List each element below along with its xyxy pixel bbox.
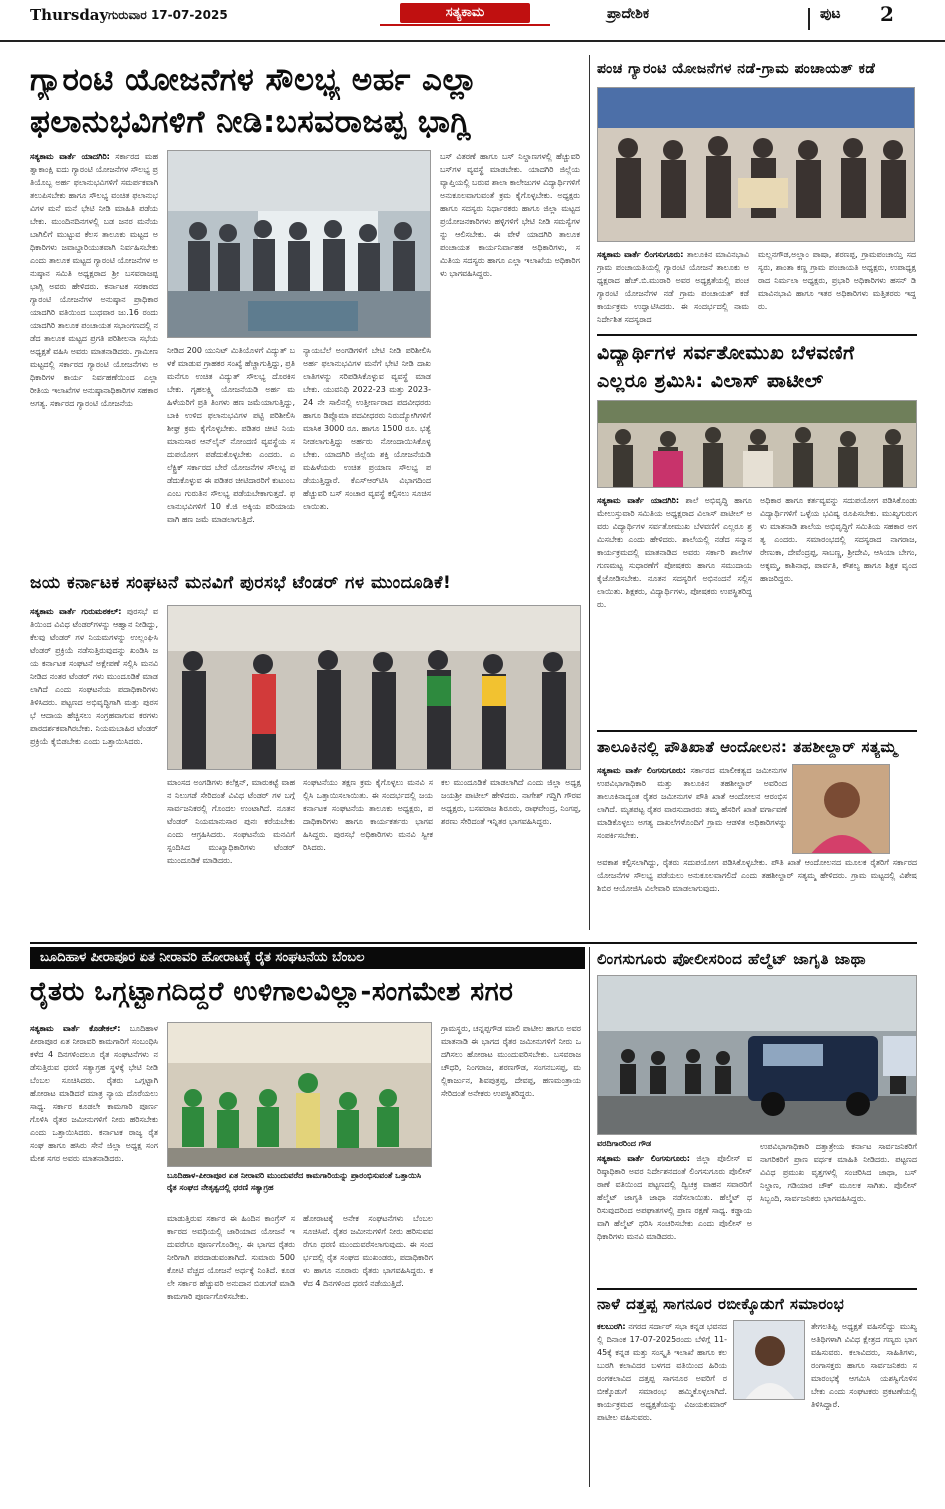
story1-photo	[167, 150, 431, 338]
header-divider	[808, 8, 810, 30]
story1-headline-line2: ಫಲಾನುಭವಿಗಳಿಗೆ ನೀಡಿ:ಬಸವರಾಜಪ್ಪ ಭಾಗ್ಲಿ	[30, 104, 472, 140]
story5-text-1: ಸರ್ಕಾರದ ಮಾಲೀಕತ್ವದ ಜಮೀನುಗಳ ಉಪವಿಭಾಗಾಧಿಕಾರಿ ಮತ್ತು ತಾಲೂಕಿನ ತಹಶೀಲ್ದಾರ್ ಅವರಿಂದ ತಾಲೂಕಿನಾದ್ಯಂತ ರೈತರ ಜಮೀನುಗಳ ಪೌತಿ ಖಾತೆ ಆಂದೋಲನ ಆರಂಭಿಸಲಾಗಿದೆ. ಮೃತಪಟ್ಟ ರೈತರ ವಾರಸುದಾರರು ತಮ್ಮ ಹೆಸರಿಗೆ ಖಾತೆ ವರ್ಗಾವಣೆ ಮಾಡಿಕೊಳ್ಳಲು ಅಗತ್ಯ ದಾಖಲೆಗಳೊಂದಿಗೆ ಗ್ರಾಮ ಆಡಳಿತ ಅಧಿಕಾರಿಗಳನ್ನು ಸಂಪರ್ಕಿಸಬೇಕು.	[597, 766, 787, 840]
story3-photo-image	[598, 401, 917, 488]
section-divider	[597, 1288, 917, 1290]
story5-headline: ತಾಲೂಕಿನಲ್ಲಿ ಪೌತಿಖಾತೆ ಆಂದೋಲನ: ತಹಶೀಲ್ದಾರ್ ಸತ್ಯಮ್ಮ	[597, 738, 898, 756]
story1-text-1: ಸರ್ಕಾರದ ಮಹತ್ವಾಕಾಂಕ್ಷಿ ಐದು ಗ್ಯಾರಂಟಿ ಯೋಜನೆಗಳ ಸೌಲಭ್ಯ ಪ್ರತಿಯೊಬ್ಬ ಅರ್ಹ ಫಲಾನುಭವಿಗಳಿಗೆ ಸಮರ್ಪಕವಾಗಿ ತಲುಪಿಸಬೇಕು ಹಾಗೂ ಸೌಲಭ್ಯ ವಂಚಿತ ಫಲಾನುಭವಿಗಳ ಮನೆ ಮನೆ ಭೇಟಿ ನೀಡಿ ಮಾಹಿತಿ ಪಡೆಯಬೇಕು. ಮುಂದಿನದಿನಗಳಲ್ಲಿ ಬಡ ಜನರ ಮನೆಯ ಬಾಗಿಲಿಗೆ ಮುಟ್ಟುವ ಕೆಲಸ ತಾಲೂಕು ಮಟ್ಟದ ಅಧಿಕಾರಿಗಳು ಜವಾಬ್ದಾರಿಯುತವಾಗಿ ನಿರ್ವಹಿಸಬೇಕು ಎಂದು ತಾಲೂಕ ಮಟ್ಟದ ಗ್ಯಾರಂಟಿ ಯೋಜನೆಗಳ ಅನುಷ್ಠಾನ ಸಮಿತಿ ಅಧ್ಯಕ್ಷರಾದ ಶ್ರೀ ಬಸವರಾಜಪ್ಪ ಭಾಗ್ಲಿ ಅವರು ಹೇಳಿದರು. ಕರ್ನಾಟಕ ಸರಕಾರದ ಗ್ಯಾರಂಟಿ ಯೋಜನೆಗಳ ಅನುಷ್ಠಾನ ಪ್ರಾಧಿಕಾರ ಯಾದಗಿರಿ ವತಿಯಿಂದ ಬುಧವಾರ ಜು.16 ರಂದು ಯಾದಗಿರಿ ತಾಲೂಕ ಪಂಚಾಯತ ಸಭಾಂಗಣದಲ್ಲಿ ನಡೆದ ತಾಲೂಕ ಮಟ್ಟದ ಪ್ರಗತಿ ಪರಿಶೀಲನಾ ಸಭೆಯ ಅಧ್ಯಕ್ಷತೆ ವಹಿಸಿ ಅವರು ಮಾತನಾಡಿದರು. ಗ್ರಾಮೀಣ ಮಟ್ಟದಲ್ಲಿ ಸರ್ಕಾರದ ಗ್ಯಾರಂಟಿ ಯೋಜನೆಗಳು ಅಧಿಕಾರಿಗಳ ಕಾರ್ಯ ನಿರ್ವಹಣೆಯಿಂದ ಎಲ್ಲಾ ರೀತಿಯ ಇಲಾಖೆಗಳ ಅನುಷ್ಠಾನಾಧಿಕಾರಿಗಳ ಸಹಕಾರ ಅಗತ್ಯ. ಸರ್ಕಾರದ ಗ್ಯಾರಂಟಿ ಯೋಜನೆಯ	[30, 152, 158, 408]
story7-photo-image	[598, 976, 917, 1135]
story1-text-2: ನೀಡಿದ 200 ಯುನಿಟ್ ಮಿತಿಯೊಳಗೆ ವಿದ್ಯುತ್ ಬಳಕೆ ಮಾಡುವ ಗ್ರಾಹಕರ ಸಂಖ್ಯೆ ಹೆಚ್ಚಾಗುತ್ತಿದ್ದು, ಪ್ರತಿ ಮನೆಗೂ ಉಚಿತ ವಿದ್ಯುತ್ ಸೌಲಭ್ಯ ದೊರಕಿಸಬೇಕು. ಗೃಹಲಕ್ಷ್ಮಿ ಯೋಜನೆಯಡಿ ಅರ್ಹ ಮಹಿಳೆಯರಿಗೆ ಪ್ರತಿ ತಿಂಗಳು ಹಣ ಜಮೆಯಾಗುತ್ತಿದ್ದು, ಬಾಕಿ ಉಳಿದ ಫಲಾನುಭವಿಗಳ ಪಟ್ಟಿ ಪರಿಶೀಲಿಸಿ ಶೀಘ್ರ ಕ್ರಮ ಕೈಗೊಳ್ಳಬೇಕು. ಪಡಿತರ ಚೀಟಿ ನಿಯಮಾನುಸಾರ ಆನ್‌ಲೈನ್ ನೋಂದಣಿ ವ್ಯವಸ್ಥೆಯ ಸದುಪಯೋಗ ಪಡೆದುಕೊಳ್ಳಬೇಕು ಎಂದರು. ಎಲೆಕ್ಟ್ರಿಕ್ ಸರ್ಕಾರದ ಬೇರೆ ಯೋಜನೆಗಳ ಸೌಲಭ್ಯ ಪಡೆದುಕೊಳ್ಳುವ ಈ ಪಡಿತರ ಚೀಟಿದಾರರಿಗೆ ಕುಟುಂಬ ಎಂಬ ಗುರುತಿನ ಸೌಲಭ್ಯ ಪಡೆಯಬೇಕಾಗುತ್ತದೆ. ಫಲಾನುಭವಿಗಳಿಗೆ 10 ಕೆ.ಜಿ ಅಕ್ಕಿಯ ಪರಿಯಾಯವಾಗಿ ಹಣ ಜಮೆ ಮಾಡಲಾಗುತ್ತಿದೆ.	[167, 346, 295, 524]
header-date: ಗುರುವಾರ 17-07-2025	[108, 8, 228, 22]
story2-photo-image	[598, 88, 915, 242]
story6-column-2	[167, 1212, 295, 1484]
masthead-brand: ಸತ್ಯಕಾಮ	[400, 3, 530, 23]
story4-column-3	[303, 776, 433, 936]
story2-headline: ಪಂಚ ಗ್ಯಾರಂಟಿ ಯೋಜನೆಗಳ ನಡೆ-ಗ್ರಾಮ ಪಂಚಾಯತ್ ಕಡೆ	[597, 61, 876, 77]
story1-column-2	[167, 344, 295, 560]
story1-photo-image	[168, 151, 431, 338]
story5-portrait	[792, 764, 890, 854]
story6-text-3: ಹೋರಾಟಕ್ಕೆ ಅನೇಕ ಸಂಘಟನೆಗಳು ಬೆಂಬಲ ಸೂಚಿಸಿವೆ. ರೈತರ ಜಮೀನುಗಳಿಗೆ ನೀರು ಹರಿಸುವವರೆಗೂ ಧರಣಿ ಮುಂದುವರೆಸಲಾಗುವುದು. ಈ ಸಂದರ್ಭದಲ್ಲಿ ರೈತ ಸಂಘದ ಮುಖಂಡರು, ಪದಾಧಿಕಾರಿಗಳು ಹಾಗೂ ನೂರಾರು ರೈತರು ಭಾಗವಹಿಸಿದ್ದರು. ಕಳೆದ 4 ದಿನಗಳಿಂದ ಧರಣಿ ನಡೆಯುತ್ತಿದೆ.	[303, 1214, 433, 1288]
story1-text-4: ಬಸ್ ವಿತರಣೆ ಹಾಗೂ ಬಸ್ ನಿಲ್ದಾಣಗಳಲ್ಲಿ ಹೆಚ್ಚುವರಿ ಬಸ್‌ಗಳ ವ್ಯವಸ್ಥೆ ಮಾಡಬೇಕು. ಯಾದಗಿರಿ ಜಿಲ್ಲೆಯ ವ್ಯಾಪ್ತಿಯಲ್ಲಿ ಬರುವ ಶಾಲಾ ಕಾಲೇಜುಗಳ ವಿದ್ಯಾರ್ಥಿಗಳಿಗೆ ಅನುಕೂಲವಾಗುವಂತೆ ಕ್ರಮ ಕೈಗೊಳ್ಳಬೇಕು. ಅಧ್ಯಕ್ಷರು ಹಾಗೂ ಸದಸ್ಯರು ನಿರ್ಧಾರಕರು ಹಾಗೂ ಜಿಲ್ಲಾ ಮಟ್ಟದ ಪ್ರಯೋಜನಕಾರಿಗಳು ಹಳ್ಳಿಗಳಿಗೆ ಭೇಟಿ ನೀಡಿ ಸಮಸ್ಯೆಗಳನ್ನು ಆಲಿಸಬೇಕು. ಈ ವೇಳೆ ಯಾದಗಿರಿ ತಾಲೂಕ ಪಂಚಾಯತ ಕಾರ್ಯನಿರ್ವಾಹಕ ಅಧಿಕಾರಿಗಳು, ಸಮಿತಿಯ ಸದಸ್ಯರು ಹಾಗೂ ಎಲ್ಲಾ ಇಲಾಖೆಯ ಅಧಿಕಾರಿಗಳು ಭಾಗವಹಿಸಿದ್ದರು.	[440, 152, 580, 278]
story1-text-3: ನ್ಯಾಯಬೆಲೆ ಅಂಗಡಿಗಳಿಗೆ ಬೇಟಿ ನೀಡಿ ಪರಿಶೀಲಿಸಿ ಅರ್ಹ ಫಲಾನುಭವಿಗಳ ಮನೆಗೆ ಭೇಟಿ ನೀಡಿ ದಾಖಲಾತಿಗಳನ್ನು ಸರಿಪಡಿಸಿಕೊಳ್ಳುವ ವ್ಯವಸ್ಥೆ ಮಾಡಬೇಕು. ಯುವನಿಧಿ 2022-23 ಮತ್ತು 2023-24 ನೇ ಸಾಲಿನಲ್ಲಿ ಉತ್ತೀರ್ಣರಾದ ಪದವೀಧರರು ಹಾಗೂ ಡಿಪ್ಲೊಮಾ ಪದವೀಧರರು ನಿರುದ್ಯೋಗಿಗಳಿಗೆ ಮಾಸಿಕ 3000 ರೂ. ಹಾಗೂ 1500 ರೂ. ಭತ್ಯೆ ನೀಡಲಾಗುತ್ತಿದ್ದು ಅರ್ಹರು ನೋಂದಾಯಿಸಿಕೊಳ್ಳಬೇಕು. ಯಾದಗಿರಿ ಜಿಲ್ಲೆಯ ಶಕ್ತಿ ಯೋಜನೆಯಡಿ ಮಹಿಳೆಯರು ಉಚಿತ ಪ್ರಯಾಣ ಸೌಲಭ್ಯ ಪಡೆಯುತ್ತಿದ್ದಾರೆ. ಕೆಎಸ್‌ಆರ್‌ಟಿಸಿ ವಿಭಾಗದಿಂದ ಹೆಚ್ಚುವರಿ ಬಸ್ ಸಂಚಾರ ವ್ಯವಸ್ಥೆ ಕಲ್ಪಿಸಲು ಸೂಚಿಸಲಾಯಿತು.	[303, 346, 431, 511]
story2-column-2	[758, 248, 916, 328]
section-divider	[30, 942, 917, 944]
story5-dateline: ಸತ್ಯಕಾಮ ವಾರ್ತೆ ಲಿಂಗಸುಗೂರು:	[597, 766, 686, 775]
story4-text-3: ಸಂಘಟನೆಯು ತಕ್ಷಣ ಕ್ರಮ ಕೈಗೊಳ್ಳಲು ಮನವಿ ಸಲ್ಲಿಸಿ ಒತ್ತಾಯಿಸಲಾಯಿತು. ಈ ಸಂದರ್ಭದಲ್ಲಿ ಜಯ ಕರ್ನಾಟಕ ಸಂಘಟನೆಯ ತಾಲೂಕು ಅಧ್ಯಕ್ಷರು, ಪದಾಧಿಕಾರಿಗಳು ಹಾಗೂ ಕಾರ್ಯಕರ್ತರು ಭಾಗವಹಿಸಿದ್ದರು. ಪುರಸಭೆ ಅಧಿಕಾರಿಗಳು ಮನವಿ ಸ್ವೀಕರಿಸಿದರು.	[303, 778, 433, 852]
story8-headline: ನಾಳೆ ದತ್ತಪ್ಪ ಸಾಗನೂರ ರಬೀಕ್ಕೊಡುಗೆ ಸಮಾರಂಭ	[597, 1295, 845, 1313]
story7-column-1	[597, 1152, 752, 1280]
story4-text-4: ಕಲ ಮುಂದೂಡಿಕೆ ಮಾಡಲಾಗಿದೆ ಎಂದು ಜಿಲ್ಲಾ ಅಧ್ಯಕ್ಷ ಜಯಶ್ರೀ ಪಾಟೀಲ್ ಹೇಳಿದರು. ನಾಗೇಶ್ ಗದ್ದಿಗಿ ಗೌರವ ಅಧ್ಯಕ್ಷರು, ಬಸವರಾಜ ಶಿರೂರು, ರಾಘವೇಂದ್ರ, ನಿಂಗಪ್ಪ, ಶರಣು ಸೇರಿದಂತೆ ಇನ್ನಿತರ ಭಾಗವಹಿಸಿದ್ದರು.	[441, 778, 581, 826]
story2-dateline: ಸತ್ಯಕಾಮ ವಾರ್ತೆ ಲಿಂಗಸುಗೂರು:	[597, 250, 684, 259]
story5-column-2	[597, 856, 917, 926]
story4-photo	[167, 605, 581, 770]
header-section: ಪ್ರಾದೇಶಿಕ	[607, 6, 650, 22]
story8-column-2	[811, 1320, 917, 1484]
story8-portrait	[733, 1320, 805, 1400]
story5-text-2: ಅವಕಾಶ ಕಲ್ಪಿಸಲಾಗಿದ್ದು, ರೈತರು ಸದುಪಯೋಗ ಪಡಿಸಿಕೊಳ್ಳಬೇಕು. ಪೌತಿ ಖಾತೆ ಆಂದೋಲನದ ಮೂಲಕ ರೈತರಿಗೆ ಸರ್ಕಾರದ ಯೋಜನೆಗಳ ಸೌಲಭ್ಯ ಪಡೆಯಲು ಅನುಕೂಲವಾಗಲಿದೆ ಎಂದು ತಹಶೀಲ್ದಾರ್ ಸತ್ಯಮ್ಮ ಹೇಳಿದರು. ಗ್ರಾಮ ಮಟ್ಟದಲ್ಲಿ ವಿಶೇಷ ಶಿಬಿರ ಆಯೋಜಿಸಿ ವಿಲೇವಾರಿ ಮಾಡಲಾಗುವುದು.	[597, 858, 917, 893]
story6-column-4	[441, 1022, 581, 1484]
story4-headline: ಜಯ ಕರ್ನಾಟಕ ಸಂಘಟನೆ ಮನವಿಗೆ ಪುರಸಭೆ ಟೆಂಡರ್ ಗಳ ಮುಂದೂಡಿಕೆ!	[30, 573, 452, 593]
column-divider	[589, 947, 590, 1487]
story6-column-1	[30, 1022, 158, 1484]
story7-dateline: ಸತ್ಯಕಾಮ ವಾರ್ತೆ ಲಿಂಗಸುಗೂರು:	[597, 1154, 690, 1163]
story4-column-4	[441, 776, 581, 936]
story3-photo	[597, 400, 917, 488]
story1-headline-line1: ಗ್ಯಾರಂಟಿ ಯೋಜನೆಗಳ ಸೌಲಭ್ಯ ಅರ್ಹ ಎಲ್ಲಾ	[30, 62, 478, 98]
header-page-number: 2	[880, 2, 894, 26]
story6-kicker: ಬೂದಿಹಾಳ ಪೀರಾಪೂರ ಏತ ನೀರಾವರಿ ಹೋರಾಟಕ್ಕೆ ರೈತ ಸಂಘಟನೆಯ ಬೆಂಬಲ	[30, 947, 585, 969]
story2-column-1	[597, 248, 749, 328]
story7-text-1: ಜಿಲ್ಲಾ ಪೊಲೀಸ್ ವರಿಷ್ಠಾಧಿಕಾರಿ ಅವರ ನಿರ್ದೇಶನದಂತೆ ಲಿಂಗಸುಗೂರು ಪೊಲೀಸ್ ಠಾಣೆ ವತಿಯಿಂದ ಪಟ್ಟಣದಲ್ಲಿ ದ್ವಿಚಕ್ರ ವಾಹನ ಸವಾರರಿಗೆ ಹೆಲ್ಮೆಟ್ ಜಾಗೃತಿ ಜಾಥಾ ನಡೆಸಲಾಯಿತು. ಹೆಲ್ಮೆಟ್ ಧರಿಸುವುದರಿಂದ ಅಪಘಾತಗಳಲ್ಲಿ ಪ್ರಾಣ ರಕ್ಷಣೆ ಸಾಧ್ಯ. ಕಡ್ಡಾಯವಾಗಿ ಹೆಲ್ಮೆಟ್ ಧರಿಸಿ ಸಂಚರಿಸಬೇಕು ಎಂದು ಪೊಲೀಸ್ ಅಧಿಕಾರಿಗಳು ಮನವಿ ಮಾಡಿದರು.	[597, 1154, 752, 1241]
story6-photo-image	[168, 1023, 432, 1167]
story2-text-2: ಮಲ್ಲನಗೌಡ,ಅಲ್ಲಾಂ ಪಾಷಾ, ಶರಣಪ್ಪ, ಗ್ರಾಮಪಂಚಾಯ್ತಿ ಸದಸ್ಯರು, ಶಾಂತಾ ಕಣ್ಣ ಗ್ರಾಮ ಪಂಚಾಯತಿ ಅಧ್ಯಕ್ಷರು, ಉಪಾಧ್ಯಕ್ಷರಾದ ನಿರ್ಮಲಾ ಅಧ್ಯಕ್ಷರು, ಪ್ರಭಾರಿ ಅಧಿಕಾರಿಗಳು ಹಸನ್ ಡಿ ಮಾವಿನಭಾವಿ ಹಾಗೂ ಇತರ ಅಧಿಕಾರಿಗಳು ಮತ್ತಿತರರು ಇದ್ದರು.	[758, 250, 916, 311]
story4-dateline: ಸತ್ಯಕಾಮ ವಾರ್ತೆ ಗುರುಮಠಕಲ್:	[30, 607, 122, 616]
section-divider	[597, 334, 917, 336]
story6-photo	[167, 1022, 432, 1167]
story8-text-2: ತೇಗಲತಿಪ್ಪಿ ಅಧ್ಯಕ್ಷತೆ ವಹಿಸಲಿದ್ದು ಮುಖ್ಯ ಅತಿಥಿಗಳಾಗಿ ವಿವಿಧ ಕ್ಷೇತ್ರದ ಗಣ್ಯರು ಭಾಗವಹಿಸುವರು. ಕಲಾವಿದರು, ಸಾಹಿತಿಗಳು, ರಂಗಾಸಕ್ತರು ಹಾಗೂ ಸಾರ್ವಜನಿಕರು ಸಮಾರಂಭಕ್ಕೆ ಆಗಮಿಸಿ ಯಶಸ್ವಿಗೊಳಿಸಬೇಕು ಎಂದು ಸಂಘಟಕರು ಪ್ರಕಟಣೆಯಲ್ಲಿ ತಿಳಿಸಿದ್ದಾರೆ.	[811, 1322, 917, 1409]
story8-text-1: ನಗರದ ಸರ್ದಾರ್ ಸಭಾ ಕನ್ನಡ ಭವನದಲ್ಲಿ ದಿನಾಂಕ 17-07-2025ರಂದು ಬೆಳಿಗ್ಗೆ 11-45ಕ್ಕೆ ಕನ್ನಡ ಮತ್ತು ಸಂಸ್ಕೃತಿ ಇಲಾಖೆ ಹಾಗೂ ಕಲಬುರಗಿ ಕಲಾವಿದರ ಬಳಗದ ವತಿಯಿಂದ ಹಿರಿಯ ರಂಗಕಲಾವಿದ ದತ್ತಪ್ಪ ಸಾಗನೂರ ಅವರಿಗೆ ರಬೀಕ್ಕೊಡುಗೆ ಸಮಾರಂಭ ಹಮ್ಮಿಕೊಳ್ಳಲಾಗಿದೆ. ಕಾರ್ಯಕ್ರಮದ ಅಧ್ಯಕ್ಷತೆಯನ್ನು ವಿಜಯಕುಮಾರ್ ಪಾಟೀಲ ವಹಿಸುವರು.	[597, 1322, 727, 1422]
story8-column-1	[597, 1320, 727, 1484]
story4-photo-image	[168, 606, 581, 770]
story5-portrait-image	[793, 765, 890, 854]
story6-text-4: ಗ್ರಾಮಸ್ಥರು, ಚನ್ನಪ್ಪಗೌಡ ಮಾಲಿ ಪಾಟೀಲ ಹಾಗೂ ಅವರ ಮಾತನಾಡಿ ಈ ಭಾಗದ ರೈತರ ಜಮೀನುಗಳಿಗೆ ನೀರು ಒದಗಿಸಲು ಹೋರಾಟ ಮುಂದುವರಿಸಬೇಕು. ಬಸವರಾಜ ಚೌಧರಿ, ನಿಂಗರಾಜ, ಶರಣಗೌಡ, ಸಂಗನಬಸಪ್ಪ, ಮಲ್ಲಿಕಾರ್ಜುನ, ಶಿವಪುತ್ರಪ್ಪ, ದೇವಪ್ಪ, ಹಣಮಂತ್ರಾಯ ಸೇರಿದಂತೆ ಅನೇಕರು ಉಪಸ್ಥಿತರಿದ್ದರು.	[441, 1024, 581, 1098]
story6-caption: ಬೂದಿಹಾಳ-ಪೀರಾಪೂರ ಏತ ನೀರಾವರಿ ಮುಂದುವರೆದ ಕಾಮಗಾರಿಯನ್ನು ಪ್ರಾರಂಭಿಸುವಂತೆ ಒತ್ತಾಯಿಸಿ ರೈತ ಸಂಘದ ನೇತೃತ್ವದಲ್ಲಿ ಧರಣಿ ಸತ್ಯಾಗ್ರಹ	[167, 1171, 422, 1192]
story1-dateline: ಸತ್ಯಕಾಮ ವಾರ್ತೆ ಯಾದಗಿರಿ:	[30, 152, 110, 161]
story1-column-4	[440, 150, 580, 560]
story8-portrait-image	[734, 1321, 805, 1400]
story3-dateline: ಸತ್ಯಕಾಮ ವಾರ್ತೆ ಯಾದಗಿರಿ:	[597, 496, 680, 505]
story3-column-2	[760, 494, 917, 716]
story4-column-1	[30, 605, 158, 935]
story3-text-2: ಅಧಿಕಾರ ಹಾಗೂ ಕರ್ತವ್ಯವನ್ನು ಸದುಪಯೋಗ ಪಡಿಸಿಕೊಂಡು ವಿದ್ಯಾರ್ಥಿಗಳಿಗೆ ಒಳ್ಳೆಯ ಭವಿಷ್ಯ ರೂಪಿಸಬೇಕು. ಮುಖ್ಯಗುರುಗಳು ಮಾತನಾಡಿ ಶಾಲೆಯ ಅಭಿವೃದ್ಧಿಗೆ ಸಮಿತಿಯ ಸಹಕಾರ ಅಗತ್ಯ ಎಂದರು. ಸಮಾರಂಭದಲ್ಲಿ ಸದಸ್ಯರಾದ ನಾಗರಾಜ, ರೇಣುಕಾ, ದೇವೆಂದ್ರಪ್ಪ, ಸಾಬಣ್ಣ, ಶ್ರೀದೇವಿ, ಆಸಿಯಾ ಬೇಗಂ, ಅಕ್ಕಮ್ಮ, ಕಾಶಿನಾಥ, ಪಾರ್ವತಿ, ಕೌಶಲ್ಯ ಹಾಗೂ ಶಿಕ್ಷಕ ವೃಂದ ಹಾಜರಿದ್ದರು.	[760, 496, 917, 583]
story2-photo	[597, 87, 915, 242]
story3-text-1: ಶಾಲೆ ಅಭಿವೃದ್ಧಿ ಹಾಗೂ ಮೇಲುಸ್ತುವಾರಿ ಸಮಿತಿಯ ಅಧ್ಯಕ್ಷರಾದ ವಿಲಾಸ್ ಪಾಟೀಲ್ ಅವರು ವಿದ್ಯಾರ್ಥಿಗಳ ಸರ್ವತೋಮುಖ ಬೆಳವಣಿಗೆ ಎಲ್ಲರೂ ಶ್ರಮಿಸಬೇಕು ಎಂದು ಹೇಳಿದರು. ಶಾಲೆಯಲ್ಲಿ ನಡೆದ ಸನ್ಮಾನ ಕಾರ್ಯಕ್ರಮದಲ್ಲಿ ಮಾತನಾಡಿದ ಅವರು ಸರ್ಕಾರಿ ಶಾಲೆಗಳ ಗುಣಮಟ್ಟ ಸುಧಾರಣೆಗೆ ಪೋಷಕರು ಹಾಗೂ ಸಮುದಾಯ ಕೈಜೋಡಿಸಬೇಕು. ನೂತನ ಸದಸ್ಯರಿಗೆ ಅಭಿನಂದನೆ ಸಲ್ಲಿಸಲಾಯಿತು. ಶಿಕ್ಷಕರು, ವಿದ್ಯಾರ್ಥಿಗಳು, ಪೋಷಕರು ಉಪಸ್ಥಿತರಿದ್ದರು.	[597, 496, 752, 609]
story6-column-3	[303, 1212, 433, 1484]
story7-headline: ಲಿಂಗಸುಗೂರು ಪೋಲೀಸರಿಂದ ಹೆಲ್ಮೆಟ್ ಜಾಗೃತಿ ಜಾಥಾ	[597, 950, 867, 968]
header-page-label: ಪುಟ	[820, 6, 841, 22]
story7-column-2	[760, 1140, 917, 1280]
story6-headline: ರೈತರು ಒಗ್ಗಟ್ಟಾಗದಿದ್ದರೆ ಉಳಿಗಾಲವಿಲ್ಲಾ-ಸಂಗಮೇಶ ಸಗರ	[30, 977, 514, 1007]
story3-headline-line2: ಎಲ್ಲರೂ ಶ್ರಮಿಸಿ: ವಿಲಾಸ್ ಪಾಟೀಲ್	[597, 370, 824, 392]
story6-dateline: ಸತ್ಯಕಾಮ ವಾರ್ತೆ ಕೊಡೇಕಲ್:	[30, 1024, 121, 1033]
story3-column-1	[597, 494, 752, 716]
story7-caption: ವರದಿಗಾರರಿಂದ ಗೌಡ	[597, 1139, 652, 1148]
column-divider	[589, 55, 590, 930]
story1-column-1	[30, 150, 158, 560]
section-divider	[597, 730, 917, 732]
story8-dateline: ಕಲಬುರಗಿ:	[597, 1322, 626, 1331]
story6-text-2: ಮಾಡುತ್ತಿರುವ ಸರ್ಕಾರ ಈ ಹಿಂದಿನ ಕಾಂಗ್ರೆಸ್ ಸರ್ಕಾರದ ಅವಧಿಯಲ್ಲಿ ಜಾರಿಯಾದ ಯೋಜನೆ ಇದುವರೆಗೂ ಪೂರ್ಣಗೊಂಡಿಲ್ಲ. ಈ ಭಾಗದ ರೈತರು ನೀರಿಗಾಗಿ ಪರದಾಡುವಂತಾಗಿದೆ. ಸುಮಾರು 500 ಕೋಟಿ ವೆಚ್ಚದ ಯೋಜನೆ ಅರ್ಧಕ್ಕೆ ನಿಂತಿದೆ. ಕೂಡಲೇ ಸರ್ಕಾರ ಹೆಚ್ಚುವರಿ ಅನುದಾನ ಬಿಡುಗಡೆ ಮಾಡಿ ಕಾಮಗಾರಿ ಪೂರ್ಣಗೊಳಿಸಬೇಕು.	[167, 1214, 295, 1301]
story5-column-1	[597, 764, 787, 852]
story6-text-1: ಬೂದಿಹಾಳ ಪೀರಾಪೂರ ಏತ ನೀರಾವರಿ ಕಾಮಗಾರಿಗೆ ಸಂಬಂಧಿಸಿ ಕಳೆದ 4 ದಿನಗಳಿಂದಲೂ ರೈತ ಸಂಘಟನೆಗಳು ನಡೆಸುತ್ತಿರುವ ಧರಣಿ ಸತ್ಯಾಗ್ರಹ ಸ್ಥಳಕ್ಕೆ ಭೇಟಿ ನೀಡಿ ಬೆಂಬಲ ಸೂಚಿಸಿದರು. ರೈತರು ಒಗ್ಗಟ್ಟಾಗಿ ಹೋರಾಟ ಮಾಡಿದರೆ ಮಾತ್ರ ನ್ಯಾಯ ದೊರೆಯಲು ಸಾಧ್ಯ. ಸರ್ಕಾರ ಕೂಡಲೇ ಕಾಮಗಾರಿ ಪೂರ್ಣಗೊಳಿಸಿ ರೈತರ ಜಮೀನುಗಳಿಗೆ ನೀರು ಹರಿಸಬೇಕು ಎಂದು ಒತ್ತಾಯಿಸಿದರು. ಕರ್ನಾಟಕ ರಾಜ್ಯ ರೈತ ಸಂಘ ಹಾಗೂ ಹಸಿರು ಸೇನೆ ಜಿಲ್ಲಾ ಅಧ್ಯಕ್ಷ ಸಂಗಮೇಶ ಸಗರ ಅವರು ಮಾತನಾಡಿದರು.	[30, 1024, 158, 1163]
header-day: Thursday	[30, 6, 109, 24]
story3-headline-line1: ವಿದ್ಯಾರ್ಥಿಗಳ ಸರ್ವತೋಮುಖ ಬೆಳವಣಿಗೆ	[597, 342, 855, 364]
story7-text-2: ಉಪವಿಭಾಗಾಧಿಕಾರಿ ದತ್ತಾತ್ರೇಯ ಕರ್ನಾಟ ಸಾರ್ವಜನಿಕರಿಗೆ ನಾಗರಿಕರಿಗೆ ಪ್ರಾಣ ವರ್ಧಕ ಮಾಹಿತಿ ನೀಡಿದರು. ಪಟ್ಟಣದ ವಿವಿಧ ಪ್ರಮುಖ ವೃತ್ತಗಳಲ್ಲಿ ಸಂಚರಿಸಿದ ಜಾಥಾ, ಬಸ್ ನಿಲ್ದಾಣ, ಗಡಿಯಾರ ಚೌಕ್ ಮೂಲಕ ಸಾಗಿತು. ಪೊಲೀಸ್ ಸಿಬ್ಬಂದಿ, ಸಾರ್ವಜನಿಕರು ಭಾಗವಹಿಸಿದ್ದರು.	[760, 1142, 917, 1203]
page-header	[0, 0, 945, 42]
header-brand-rule	[380, 24, 550, 26]
story4-column-2	[167, 776, 295, 936]
story2-text-1: ತಾಲೂಕಿನ ಮಾವಿನಭಾವಿ ಗ್ರಾಮ ಪಂಚಾಯತಿಯಲ್ಲಿ ಗ್ಯಾರಂಟಿ ಯೋಜನೆ ತಾಲೂಕು ಅಧ್ಯಕ್ಷರಾದ ಹೆಚ್.ಬಿ.ಮುರಾರಿ ಅವರ ಅಧ್ಯಕ್ಷತೆಯಲ್ಲಿ ಪಂಚ ಗ್ಯಾರಂಟಿ ಯೋಜನೆಗಳ ನಡೆ ಗ್ರಾಮ ಪಂಚಾಯತ್ ಕಡೆ ಕಾರ್ಯಕ್ರಮ ಉದ್ಘಾಟಿಸಿದರು. ಈ ಸಂದರ್ಭದಲ್ಲಿ ನಾಮ ನಿರ್ದೇಶಿತ ಸದಸ್ಯರಾದ	[597, 250, 749, 324]
story4-text-2: ಮಾಂಸದ ಅಂಗಡಿಗಳು ಕಲೆಕ್ಷನ್, ಮಾರುಕಟ್ಟೆ ವಾಹನ ನಿಲುಗಡೆ ಸೇರಿದಂತೆ ವಿವಿಧ ಟೆಂಡರ್ ಗಳ ಬಗ್ಗೆ ಸಾರ್ವಜನಿಕರಲ್ಲಿ ಗೊಂದಲ ಉಂಟಾಗಿದೆ. ನೂತನ ಟೆಂಡರ್ ನಿಯಮಾನುಸಾರ ಪುನಃ ಕರೆಯಬೇಕು ಎಂದು ಆಗ್ರಹಿಸಿದರು. ಸಂಘಟನೆಯ ಮನವಿಗೆ ಸ್ಪಂದಿಸಿದ ಮುಖ್ಯಾಧಿಕಾರಿಗಳು ಟೆಂಡರ್ ಮುಂದೂಡಿಕೆ ಮಾಡಿದರು.	[167, 778, 295, 865]
story1-column-3	[303, 344, 431, 560]
story4-text-1: ಪುರಸಭೆ ವತಿಯಿಂದ ವಿವಿಧ ಟೆಂಡರ್‌ಗಳನ್ನು ಆಹ್ವಾನ ನೀಡಿದ್ದು, ಕೆಲವು ಟೆಂಡರ್ ಗಳ ನಿಯಮಗಳನ್ನು ಉಲ್ಲಂಘಿಸಿ ಟೆಂಡರ್ ಪ್ರಕ್ರಿಯೆ ನಡೆಸುತ್ತಿರುವುದನ್ನು ಖಂಡಿಸಿ ಜಯ ಕರ್ನಾಟಕ ಸಂಘಟನೆ ಅಕ್ಷೇಪಣೆ ಸಲ್ಲಿಸಿ ಮನವಿ ನೀಡಿದ ನಂತರ ಟೆಂಡರ್ ಗಳು ಮುಂದೂಡಿಕೆ ಮಾಡಲಾಗಿದೆ ಎಂದು ಸಂಘಟನೆಯ ಪದಾಧಿಕಾರಿಗಳು ತಿಳಿಸಿದರು. ಪಟ್ಟಣದ ಅಭಿವೃದ್ಧಿಗಾಗಿ ಮತ್ತು ಪುರಸಭೆ ಆದಾಯ ಹೆಚ್ಚಿಸಲು ಸಂಗ್ರಹವಾಗುವ ಕರಗಳು ಪಾರದರ್ಶಕವಾಗಿರಬೇಕು. ನಿಯಮಬಾಹಿರ ಟೆಂಡರ್ ಪ್ರಕ್ರಿಯೆ ಕೈಬಿಡಬೇಕು ಎಂದು ಒತ್ತಾಯಿಸಿದರು.	[30, 607, 158, 746]
story7-photo	[597, 975, 917, 1135]
